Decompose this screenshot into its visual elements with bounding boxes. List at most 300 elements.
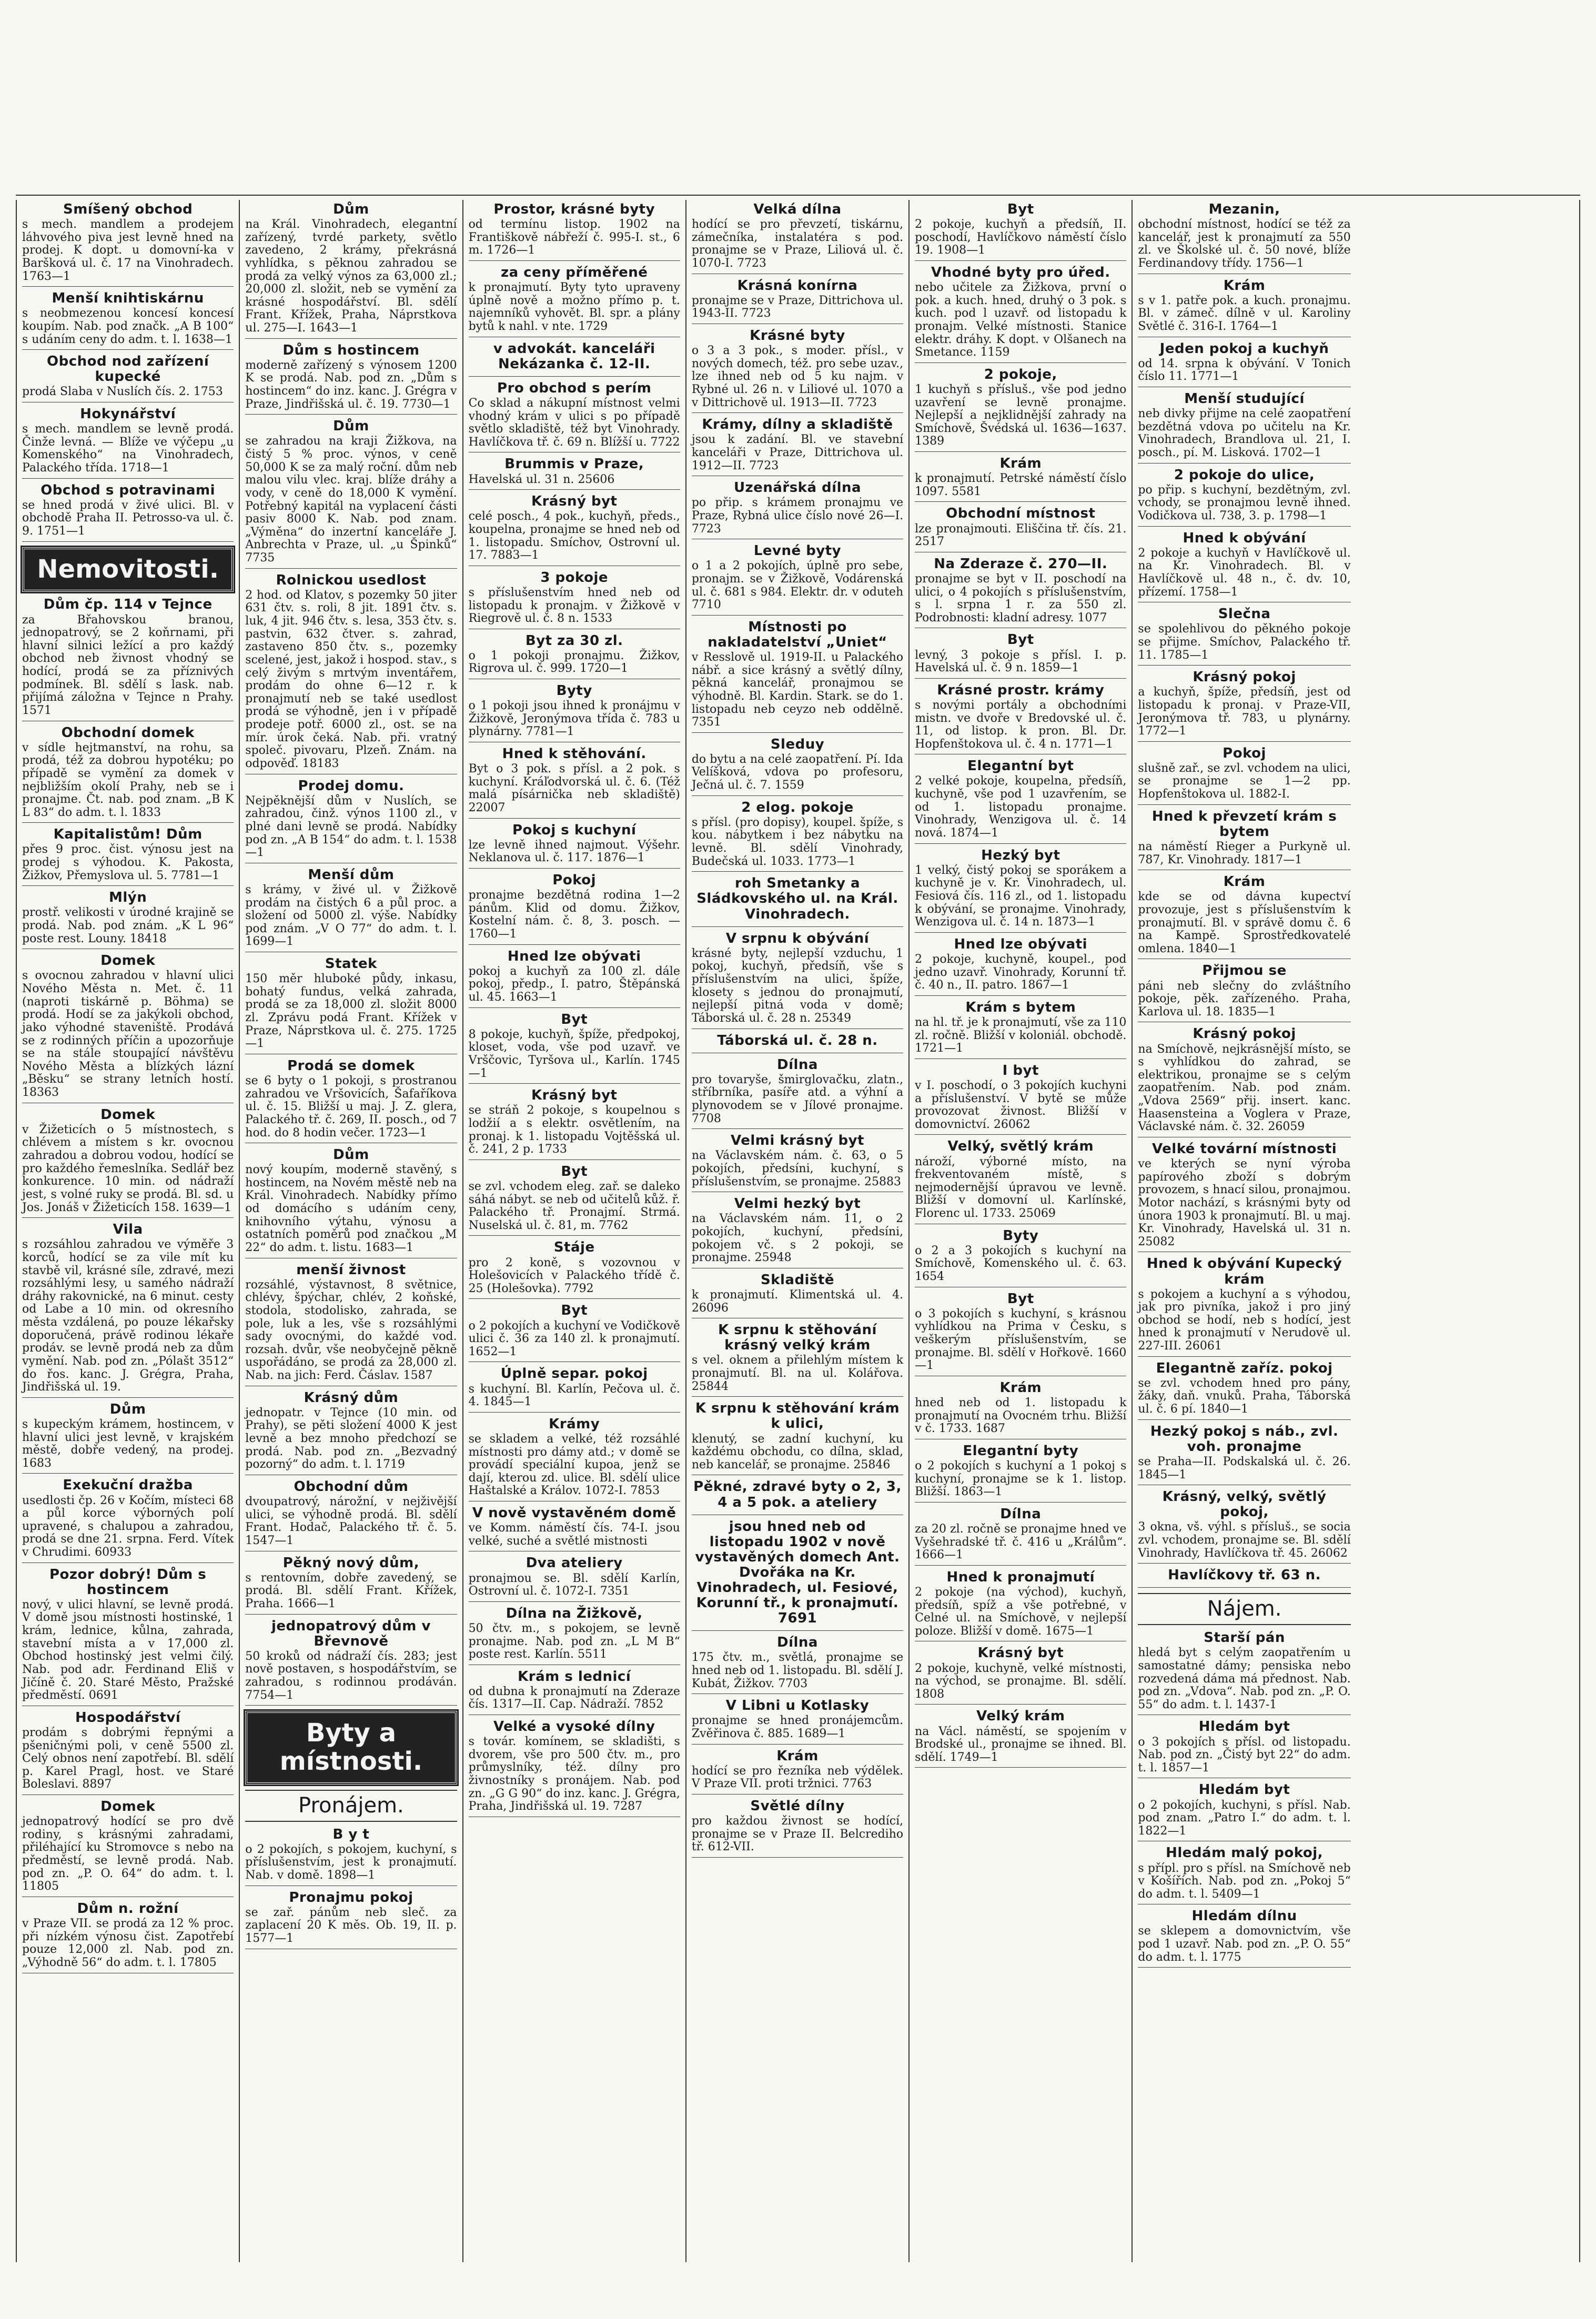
ad-body: s krámy, v živé ul. v Žižkově prodám na čistých 6 a půl proc. a složení od 5000 zl. výše. Nabídky pod znám. „V O 77“ do adm. t. l. 1699—1 xyxy=(245,883,457,949)
ad-heading: Byt xyxy=(561,1011,588,1027)
classified-ad xyxy=(692,1799,903,1858)
classified-ad xyxy=(245,343,457,415)
ad-heading: Smíšený obchod xyxy=(63,201,193,217)
classified-ad xyxy=(245,1827,457,1886)
classified-ad xyxy=(469,1417,680,1501)
classified-ad xyxy=(22,354,234,402)
ad-body: se hned prodá v živé ulici. Bl. v obchodě Praha II. Petrosso-va ul. č. 9. 1751—1 xyxy=(22,498,234,538)
ad-heading: Pronajmu pokoj xyxy=(289,1889,413,1905)
ad-heading: Sleduy xyxy=(770,736,825,752)
ad-body: s továr. komínem, se skladišti, s dvorem, vše pro 500 čtv. m., pro průmyslníky, též. dílny pro živnostníky s pronájem. Nab. pod zn. „G G 90“ do inz. kanc. J. Grégra, Praha, Jindřišská ul. 19. 7287 xyxy=(468,1735,680,1813)
classified-ad xyxy=(692,620,903,733)
classified-ad xyxy=(692,1519,903,1631)
ad-heading: Místnosti po nakladatelství „Uniet“ xyxy=(708,619,887,650)
ad-heading: Menší studující xyxy=(1184,390,1305,407)
ad-body: Nejpěknější dům v Nuslích, se zahradou, činž. výnos 1100 zl., v plné dani levně se prodá. Nabídky pod zn. „A B 154“ do adm. t. l. 1538—1 xyxy=(245,794,457,860)
ad-body: s přípl. pro s přísl. na Smíchově neb v Košířích. Nab. pod zn. „Pokoj 5“ do adm. t. l. 5409—1 xyxy=(1138,1861,1351,1901)
classified-ad xyxy=(915,1507,1126,1566)
classified-ad xyxy=(469,341,680,377)
ad-body: neb divky přijme na celé zaopatření bezdětná vdova po učitelu na Kr. Vinohradech, Brandlova ul. 21, I. posch., pí. M. Lisková. 1702—1 xyxy=(1138,407,1351,459)
classified-ad xyxy=(469,457,680,490)
ad-heading: Prodá se domek xyxy=(287,1057,415,1074)
classified-ad xyxy=(22,291,234,350)
ad-heading: Krásný pokoj xyxy=(1193,1026,1296,1042)
ad-heading: Starší pán xyxy=(1204,1630,1285,1646)
ad-body: se 6 byty o 1 pokoji, s prostranou zahradou ve Vršovicích, Šafaříkova ul. č. 15. Bližší u maj. J. Z. glera, Palackého tř. č. 269, II. posch., od 7 hod. do 8 hodin večer. 1723—1 xyxy=(245,1074,457,1140)
ad-heading: Hezký pokoj s náb., zvl. voh. pronajme xyxy=(1150,1423,1339,1455)
ad-body: s kuchyní. Bl. Karlín, Pečova ul. č. 4. 1845—1 xyxy=(468,1382,680,1409)
ad-heading: V Libni u Kotlasky xyxy=(725,1698,870,1714)
ad-body: o 2 pokojích, kuchyni, s přísl. Nab. pod znam. „Patro I.“ do adm. t. l. 1822—1 xyxy=(1138,1798,1351,1838)
classified-ad xyxy=(692,1133,903,1192)
classified-ad xyxy=(692,417,903,476)
classified-ad xyxy=(469,633,680,679)
ad-body: pronajmou se. Bl. sdělí Karlín, Ostrovní ul. č. 1072-I. 7351 xyxy=(468,1571,680,1598)
ad-heading: Byt za 30 zl. xyxy=(525,632,623,649)
classified-ad xyxy=(915,848,1126,933)
classified-ad xyxy=(915,202,1126,261)
classified-ad xyxy=(692,737,903,796)
ad-body: se Praha—II. Podskalská ul. č. 26. 1845—1 xyxy=(1138,1455,1351,1481)
ad-heading: Dílna xyxy=(777,1056,818,1073)
ad-heading: Pěkné, zdravé byty o 2, 3, 4 a 5 pok. a ateliery xyxy=(693,1479,902,1510)
ad-heading: Vila xyxy=(113,1222,143,1238)
column-5 xyxy=(910,200,1133,2262)
ad-body: 2 pokoje a kuchyň v Havlíčkově ul. na Kr. Vinohradech. Bl. v Havlíčkově ul. 48 n., č. dv. 10, přízemí. 1758—1 xyxy=(1138,546,1351,599)
ad-body: nový, v ulici hlavní, se levně prodá. V domě jsou místnosti hostinské, 1 krám, lednice, kůlna, zahrada, stavební místa a v 17,000 zl. Obchod hostinský jest velmi čilý. Nab. pod adr. Ferdinand Eliš v Jičíně č. 20. Staré Město, Pražské předměstí. 0691 xyxy=(22,1598,234,1702)
ad-heading: Velký, světlý krám xyxy=(947,1138,1094,1155)
ad-heading: Krásná konírna xyxy=(737,277,858,294)
ad-body: pronajme se v Praze, Dittrichova ul. 1943-II. 7723 xyxy=(691,294,904,320)
classified-ad xyxy=(692,931,903,1029)
ad-heading: Prodej domu. xyxy=(298,778,405,794)
ad-heading: Velmi hezký byt xyxy=(734,1196,861,1212)
ad-body: na Václavském nám. č. 63, o 5 pokojích, předsíni, kuchyní, s příslušenstvím, se pronajme. 25883 xyxy=(691,1149,904,1188)
ad-body: páni neb slečny do zvláštního pokoje, pěk. zařízeného. Praha, Karlova ul. 18. 1835—1 xyxy=(1138,979,1351,1019)
ad-heading: Dílna xyxy=(777,1635,818,1651)
ad-heading: Prostor, krásné byty xyxy=(493,201,655,217)
ad-body: přes 9 proc. čist. výnosu jest na prodej s výhodou. K. Pakosta, Žižkov, Přemyslova ul. 5. 7781—1 xyxy=(22,843,234,882)
ad-heading: Domek xyxy=(100,1799,156,1815)
classified-ad xyxy=(915,367,1126,452)
classified-ad xyxy=(469,1606,680,1665)
ad-heading: Pokoj s kuchyní xyxy=(512,822,637,838)
ad-heading: Krám xyxy=(776,1748,819,1764)
ad-body: 175 čtv. m., světlá, pronajme se hned neb od 1. listopadu. Bl. sdělí J. Kubát, Žižkov. 7703 xyxy=(691,1651,904,1690)
ad-heading: Byt xyxy=(1007,1290,1034,1307)
ad-heading: Menší knihtiskárnu xyxy=(52,290,204,307)
ad-heading: Hned k pronajmutí xyxy=(946,1569,1095,1585)
classified-ad xyxy=(22,1402,234,1474)
classified-ad xyxy=(22,483,234,542)
classified-ad xyxy=(1138,809,1350,870)
ad-heading: Domek xyxy=(100,953,156,969)
ad-heading: Krám xyxy=(1223,277,1266,294)
classified-ad xyxy=(245,1147,457,1258)
ad-heading: Elegantní byt xyxy=(967,758,1074,774)
ad-heading: roh Smetanky a Sládkovského ul. na Král. Vinohradech. xyxy=(696,875,898,922)
ad-heading: Přijmou se xyxy=(1202,963,1287,979)
classified-ad xyxy=(915,1228,1126,1287)
ad-heading: Pokoj xyxy=(1223,745,1266,761)
classified-ad xyxy=(1138,1361,1350,1420)
classified-ad xyxy=(915,557,1126,629)
classified-ad xyxy=(692,876,903,926)
ad-heading: Slečna xyxy=(1218,606,1271,622)
column-1 xyxy=(17,200,240,2262)
classified-ad xyxy=(1138,746,1350,805)
ad-body: rozsáhlé, výstavnost, 8 světnice, chlévy, špýchar, chlév, 2 koňské, stodola, stodolisko, zahrada, se pole, luk a les, vše s rozsáhlými sady ovocnými, do každé vod. rozsah. dvůr, vše neobyčejně pěkně uspořádáno, se prodá za 28,000 zl. Nab. na jich: Ferd. Čáslav. 1587 xyxy=(245,1278,457,1383)
ad-body: o 3 pokojích s kuchyní, s krásnou vyhlídkou na Prima v Česku, s veškerým příslušenstvím, se pronajme. Bl. sdělí v Hořkově. 1660—1 xyxy=(915,1307,1127,1373)
ad-body: celé posch., 4 pok., kuchyň, předs., koupelna, pronajme se hned neb od 1. listopadu. Smíchov, Ostrovní ul. 17. 7883—1 xyxy=(468,510,680,562)
ad-body: hodící se pro řezníka neb výdělek. V Praze VII. proti tržnici. 7763 xyxy=(691,1764,904,1791)
ad-heading: Dům čp. 114 v Tejnce xyxy=(43,597,213,613)
ad-body: 8 pokoje, kuchyň, špíže, předpokoj, kloset, voda, vše pod uzavř. ve Vrščovic, Tyršova ul., Karlín. 1745—1 xyxy=(468,1027,680,1080)
classified-ad xyxy=(915,1139,1126,1224)
ad-heading: B y t xyxy=(332,1826,370,1842)
classified-ad xyxy=(915,632,1126,678)
ad-body: od termínu listop. 1902 na Františkově nábřeží č. 995-I. st., 6 m. 1726—1 xyxy=(468,218,680,257)
ad-heading: Dům xyxy=(333,418,369,435)
classified-ad xyxy=(469,1240,680,1299)
ad-heading: Hledám byt xyxy=(1198,1719,1290,1735)
ad-heading: Jeden pokoj a kuchyň xyxy=(1159,340,1329,357)
classified-ad xyxy=(1138,391,1350,463)
ad-body: s ovocnou zahradou v hlavní ulici Nového Města n. Met. č. 11 (naproti tiskárně p. Böhma) se prodá. Hodí se za jakýkoli obchod, jako výhodné staveniště. Prodává se z rodinných příčin a upozorňuje se na stále stoupající návštěvu Nového Města a blízkých lázní „Běsku“ se strany letních hostí. 18363 xyxy=(22,969,234,1100)
classified-ad xyxy=(692,1033,903,1053)
ad-heading: Obchodní domek xyxy=(61,724,195,741)
ad-heading: Krásný byt xyxy=(531,1087,618,1104)
classified-ad xyxy=(915,1646,1126,1705)
ad-heading: Hned k obývání Kupecký krám xyxy=(1146,1256,1342,1287)
classified-ad xyxy=(22,890,234,949)
ad-body: 1 kuchyň s přísluš., vše pod jedno uzavření se levně pronajme. Nejlepší a nejklidnější zahrady na Smíchově, Švédská ul. 1636—1637. 1389 xyxy=(915,382,1127,448)
ad-body: ve Komm. náměstí čís. 74-I. jsou velké, suché a světlé mistnosti xyxy=(468,1521,680,1548)
ad-heading: Krásný dům xyxy=(304,1389,399,1406)
ad-heading: Domek xyxy=(100,1106,156,1123)
ad-heading: Pěkný nový dům, xyxy=(282,1555,420,1571)
ad-heading: Dva ateliery xyxy=(526,1555,623,1571)
ad-body: obchodní místnost, hodící se též za kancelář, jest k pronajmutí za 550 zl. ve Školské ul. č. 50 nové, blíže Ferdinandovy třídy. 1756—1 xyxy=(1138,218,1351,270)
classified-ad xyxy=(915,1570,1126,1642)
ad-body: s neobmezenou koncesí koncesí koupím. Nab. pod značk. „A B 100“ s udáním ceny do adm. t. l. 1638—1 xyxy=(22,307,234,346)
ad-body: Havelská ul. 31 n. 25606 xyxy=(468,472,615,486)
ad-columns xyxy=(16,200,1580,2262)
ad-body: v Resslově ul. 1919-II. u Palackého nábř. a sice krásný a světlý dílny, pěkná kancelář, pronajmou se výhodně. Bl. Kardin. Stark. se do 1. listopadu neb ceyzo neb oddělně. 7351 xyxy=(691,651,904,729)
classified-ad xyxy=(1138,1568,1350,1588)
column-6 xyxy=(1133,200,1356,2262)
classified-ad xyxy=(469,381,680,453)
ad-heading: Pokoj xyxy=(552,872,597,889)
classified-ad xyxy=(469,265,680,337)
ad-body: ve kterých se nyní výroba papírového zboží s dobrým provozem, s hnací silou, pronajmou. Motor nachází, s krásnými byty od února 1903 k pronajmutí. Bl. u maj. Kr. Vinohrady, Havelská ul. 31 n. 25082 xyxy=(1138,1157,1351,1248)
classified-ad xyxy=(1138,1630,1350,1715)
top-rule xyxy=(16,195,1580,196)
classified-ad xyxy=(245,1556,457,1615)
ad-body: v I. poschodí, o 3 pokojích kuchyni a příslušenství. V bytě se může provozovat živnost. Bližší v domovnictví. 26062 xyxy=(915,1078,1127,1131)
classified-ad xyxy=(469,1303,680,1362)
classified-ad xyxy=(22,202,234,287)
classified-ad xyxy=(1138,531,1350,603)
ad-heading: Skladiště xyxy=(760,1272,835,1288)
ad-heading: Hospodářství xyxy=(75,1709,181,1726)
ad-heading: Krámy, dílny a skladiště xyxy=(702,417,893,433)
ad-body: za Břahovskou branou, jednopatrový, se 2 koňrnami, při hlavní silnici ležící a pro každý obchod neb živnost vhodný se hodící, prodá se za příznivých podmínek. Bl. sdělí s lask. nab. přijímá záložna v Tejnce n Prahy. 1571 xyxy=(22,613,234,717)
classified-ad xyxy=(245,956,457,1054)
classified-ad xyxy=(915,506,1126,552)
classified-ad xyxy=(692,1196,903,1268)
classified-ad xyxy=(692,202,903,274)
ad-heading: Pozor dobrý! Dům s hostincem xyxy=(49,1566,207,1598)
classified-ad xyxy=(1138,1846,1350,1904)
section-banner-pronajem: Pronájem. xyxy=(245,1790,457,1822)
ad-body: s pokojem a kuchyní a s výhodou, jak pro pivníka, jakož i pro jiný obchod se hodí, neb s hodící, jest hned k pronajmutí v Nerudově ul. 227-III. 26061 xyxy=(1138,1287,1351,1353)
ad-heading: Krám xyxy=(999,1379,1042,1396)
ad-body: po přip. s kuchyní, bezdětným, zvl. vchody, se pronajmou levně ihned. Vodičkova ul. 738, 3. p. 1798—1 xyxy=(1138,483,1351,522)
ad-body: na Václ. náměstí, se spojením v Brodské ul., pronajme se ihned. Bl. sdělí. 1749—1 xyxy=(915,1725,1127,1764)
ad-body: o 3 a 3 pok., s moder. přísl., v nových domech, též. pro sebe uzav., lze ihned neb od 5 ku najm. v Rybné ul. 26 n. v Liliové ul. 1070 a v Dittrichově ul. 1913—II. 7723 xyxy=(691,344,904,409)
classified-ad xyxy=(1138,468,1350,527)
ad-body: klenutý, se zadní kuchyní, ku každému obchodu, co dílna, sklad, neb kancelář, se pronajme. 25846 xyxy=(691,1432,904,1471)
ad-body: 50 čtv. m., s pokojem, se levně pronajme. Nab. pod zn. „L M B“ poste rest. Karlín. 5511 xyxy=(468,1621,680,1661)
classified-ad xyxy=(22,407,234,479)
ad-heading: Dům n. rožní xyxy=(77,1900,179,1917)
ad-body: k pronajmutí. Klimentská ul. 4. 26096 xyxy=(691,1288,904,1315)
ad-body: 2 pokoje, kuchyně, velké místnosti, na východ, se pronajme. Bl. sdělí. 1808 xyxy=(915,1661,1127,1701)
ad-body: pro každou živnost se hodící, pronajme se v Praze II. Belcrediho tř. 612-VII. xyxy=(691,1814,904,1854)
classified-ad xyxy=(915,265,1126,363)
ad-heading: I byt xyxy=(1002,1062,1039,1078)
ad-heading: Havlíčkovy tř. 63 n. xyxy=(1168,1567,1321,1584)
ad-heading: jsou hned neb od listopadu 1902 v nově vystavěných domech Ant. Dvořáka na Kr. Vinohradech, ul. Fesiové, Korunní tř., k pronajmutí. 7691 xyxy=(695,1518,900,1627)
ad-heading: v advokát. kanceláři Nekázanka č. 12-II. xyxy=(493,340,655,372)
ad-body: 2 velké pokoje, koupelna, předsíň, kuchyně, vše pod 1 uzavřením, se od 1. listopadu pronajme. Vinohrady, Wenzigova ul. č. 14 nová. 1874—1 xyxy=(915,774,1127,840)
ad-heading: Hned lze obývati xyxy=(954,936,1088,952)
classified-ad xyxy=(692,1057,903,1130)
ad-heading: Mlýn xyxy=(109,890,147,906)
ad-heading: Pro obchod s perím xyxy=(497,380,652,396)
ad-heading: Mezanin, xyxy=(1208,201,1280,217)
ad-body: usedlosti čp. 26 v Kočím, místeci 68 a půl korce výborných polí upravené, s chalupou a zahradou, prodá se dne 21. srpna. Ferd. Vítek v Chrudimi. 60933 xyxy=(22,1494,234,1559)
classified-ad xyxy=(1138,278,1350,337)
ad-body: nebo učitele za Žižkova, první o pok. a kuch. hned, druhý o 3 pok. s kuch. pod l uzavř. od listopadu k pronajm. Velké místnosti. Stanice elektr. dráhy. K dopt. v Olšanech na Smetance. 1159 xyxy=(915,281,1127,359)
ad-heading: Krásné prostr. krámy xyxy=(937,682,1105,698)
section-banner-nemovitosti: Nemovitosti. xyxy=(22,547,234,592)
classified-ad xyxy=(22,1107,234,1218)
classified-ad xyxy=(469,1164,680,1236)
ad-body: prodám s dobrými řepnými a pšeničnými poli, v ceně 5500 zl. Celý obnos není zapotřebí. Bl. sdělí p. Karel Pragl, host. ve Staré Boleslavi. 8897 xyxy=(22,1726,234,1791)
ad-body: s mech. mandlem se levně prodá. Činže levná. — Blíže ve výčepu „u Komenského“ na Vinohradech, Palackého třída. 1718—1 xyxy=(22,422,234,475)
classified-ad xyxy=(469,683,680,742)
ad-heading: Krám xyxy=(999,456,1042,472)
classified-ad xyxy=(245,419,457,568)
ad-body: k pronajmutí. Petrské náměstí číslo 1097. 5581 xyxy=(915,472,1127,498)
ad-heading: Velké a vysoké dílny xyxy=(493,1719,655,1735)
ad-heading: Menší dům xyxy=(308,866,395,883)
ad-body: v sídle hejtmanství, na rohu, sa prodá, též za dobrou hypotéku; po případě se vymění za domek v nejbližším okolí Prahy, neb se i pronajme. Čt. nab. pod znam. „B K L 83“ do adm. t. l. 1833 xyxy=(22,741,234,819)
ad-body: hledá byt s celým zaopatřením u samostatné dámy; pensiska nebo rozvedená dáma má přednost. Nab. pod zn. „Vdova“. Nab. pod zn. „P. O. 55“ do adm. t. l. 1437-1 xyxy=(1138,1646,1351,1711)
ad-heading: Dům xyxy=(333,201,369,217)
ad-heading: Velké tovární místnosti xyxy=(1151,1141,1337,1157)
ad-body: krásné byty, nejlepší vzduchu, 1 pokoj, kuchyň, předsíň, vše s příslušenstvím na ulici, špíže, klosety s jednou do pronajmutí, nejlepší pitná voda v domě; Táborská ul. č. 28 n. 25349 xyxy=(691,946,904,1025)
classified-ad xyxy=(1138,963,1350,1022)
ad-body: se zvl. vchodem hned pro pány, žáky, daň. vnuků. Praha, Táborská ul. č. 6 pí. 1840—1 xyxy=(1138,1376,1351,1416)
classified-ad xyxy=(1138,874,1350,959)
ad-heading: Úplně separ. pokoj xyxy=(500,1366,648,1382)
ad-body: v Žižeticích o 5 místnostech, s chlévem a místem s kr. ovocnou zahradou a dobrou vodou, hodící se pro každého řemeslníka. Sedlář bez konkurence. 10 min. od nádraží jest, s volné ruky se prodá. Bl. sd. u Jos. Jonáš v Žižeticích 158. 1639—1 xyxy=(22,1123,234,1214)
ad-heading: Obchod s potravinami xyxy=(41,482,216,498)
classified-ad xyxy=(469,823,680,869)
ad-body: prodá Slaba v Nuslích čís. 2. 1753 xyxy=(22,385,223,399)
classified-ad xyxy=(915,456,1126,502)
ad-heading: Krám s lednicí xyxy=(518,1668,631,1685)
ad-heading: Krám s bytem xyxy=(965,999,1076,1015)
ad-body: 2 pokoje (na východ), kuchyň, předsíň, spíž a vše potřebné, v Celné ul. na Smíchově, v nejlepší poloze. Bližší v domě. 1675—1 xyxy=(915,1585,1127,1638)
ad-body: na Smíchově, nejkrásnější místo, se s vyhlídkou do zahrad, se elektrikou, pronajme se s celým zaopatřením. Nab. pod znám. „Vdova 2569“ přij. insert. kanc. Haasensteina a Voglera v Praze, Václavské nám. č. 32. 26059 xyxy=(1138,1042,1351,1134)
classified-ad xyxy=(692,278,903,324)
ad-body: se zař. pánům neb sleč. za zaplacení 20 K měs. Ob. 19, II. p. 1577—1 xyxy=(245,1905,457,1945)
classified-ad xyxy=(915,1292,1126,1376)
ad-body: pronajme bezdětná rodina 1—2 pánům. Klid od domu. Žižkov, Kostelní nám. č. 8, 3. posch. — 1760—1 xyxy=(468,889,680,941)
classified-ad xyxy=(469,747,680,819)
ad-body: s vel. oknem a přilehlým místem k pronajmutí. Bl. na ul. Kolářova. 25844 xyxy=(691,1354,904,1393)
ad-body: o 1 pokoji pronajmu. Žižkov, Rigrova ul. č. 999. 1720—1 xyxy=(468,649,680,675)
ad-heading: Uzenářská dílna xyxy=(733,480,862,496)
ad-heading: jednopatrový dům v Břevnově xyxy=(271,1618,431,1649)
ad-body: o 3 pokojích s přísl. od listopadu. Nab. pod zn. „Čistý byt 22“ do adm. t. l. 1857—1 xyxy=(1138,1735,1351,1774)
ad-body: 2 hod. od Klatov, s pozemky 50 jiter 631 čtv. s. roli, 8 jit. 1891 čtv. s. luk, 4 jit. 946 čtv. s. lesa, 353 čtv. s. pastvin, 632 čtver. s. zahrad, zastaveno 850 čtv. s., pozemky scelené, jest, jakož i hospod. stav., s celý živým s mrtvým inventářem, prodám do ohne 6—12 r. k pronajmutí neb se také usedlost prodá se výhodně, jen i v případě prodeje potř. 6000 zl., ost. se na mír. úrok čeká. Nab. při. vratný společ. pivovaru, Plzeň. Znám. na odpověď. 18183 xyxy=(245,588,457,770)
ad-heading: V srpnu k obývání xyxy=(725,930,870,946)
classified-ad xyxy=(1138,341,1350,387)
column-2 xyxy=(240,200,463,2262)
ad-body: jednopatrový hodící se pro dvě rodiny, s krásnými zahradami, přiléhající ku Stromovce s nebo na předměstí, se levně prodá. Nab. pod zn. „P. O. 64“ do adm. t. l. 11805 xyxy=(22,1815,234,1893)
classified-ad xyxy=(245,1058,457,1143)
ad-heading: Dům xyxy=(333,1147,369,1163)
ad-body: hned neb od 1. listopadu k pronajmutí na Ovocném trhu. Bližší v č. 1733. 1687 xyxy=(915,1396,1127,1436)
ad-heading: menší živnost xyxy=(296,1262,406,1278)
ad-heading: Hokynářství xyxy=(80,406,176,422)
ad-heading: Dílna xyxy=(1000,1506,1042,1522)
classified-ad xyxy=(245,779,457,863)
classified-ad xyxy=(915,1380,1126,1439)
classified-ad xyxy=(469,873,680,945)
ad-body: kde se od dávna kupectví provozuje, jest s příslušenstvím k pronajmutí. Bl. v správě domu č. 6 na Kampě. Sprostředkovatelé omlena. 1840—1 xyxy=(1138,890,1351,955)
ad-body: do bytu a na celé zaopatření. Pí. Ida Velíšková, vdova po profesoru, Ječná ul. č. 7. 1559 xyxy=(691,752,904,792)
ad-body: slušně zař., se zvl. vchodem na ulici, se pronajme se 1—2 pp. Hopfenštokova ul. 1882-I. xyxy=(1138,761,1351,801)
ad-body: za 20 zl. ročně se pronajme hned ve Vyšehradské tř. č. 416 u „Králům“. 1666—1 xyxy=(915,1522,1127,1562)
ad-body: na Král. Vinohradech, elegantní zařízený, tvrdé parkety, světlo zavedeno, 2 krámy, překrásná vyhlídka, s pěknou zahradou se prodá za velký výnos za 63,000 zl.; 20,000 zl. složit, neb se vymění za krásné hospodářství. Bl. sdělí Frant. Křížek, Praha, Náprstkova ul. 275—I. 1643—1 xyxy=(245,218,457,335)
ad-body: o 1 a 2 pokojích, úplně pro sebe, pronajm. se v Žižkově, Vodárenská ul. č. 681 s 984. Elektr. dr. v oduteh 7710 xyxy=(691,559,904,612)
ad-body: nový koupím, moderně stavěný, s hostincem, na Novém městě neb na Král. Vinohradech. Nabídky přímo od domácího s udáním ceny, knihovního výtahu, výnosu a ostatních poměrů pod značkou „M 22“ do adm. t. listu. 1683—1 xyxy=(245,1163,457,1254)
classified-ad xyxy=(915,1709,1126,1768)
ad-body: 150 měr hluboké půdy, inkasu, bohatý fundus, velká zahrada, prodá se za 18,000 zl. složit 8000 zl. Zprávu podá Frant. Křížek v Praze, Náprstkova ul. č. 275. 1725—1 xyxy=(245,972,457,1051)
ad-heading: Byty xyxy=(1003,1227,1039,1244)
ad-body: lze levně ihned najmout. Výšehr. Neklanova ul. č. 117. 1876—1 xyxy=(468,838,680,865)
ad-body: Co sklad a nákupní místnost velmi vhodný krám v ulici s po případě světlo skladiště, též byt Vinohrady. Havlíčkova tř. č. 69 n. Blížší u. 7722 xyxy=(468,396,680,449)
classified-ad xyxy=(245,1890,457,1949)
ad-heading: Byt xyxy=(1007,632,1034,648)
classified-ad xyxy=(915,937,1126,996)
classified-ad xyxy=(469,1506,680,1551)
ad-body: o 2 pokojích s kuchyní a 1 pokoj s kuchyní, pronajme se k 1. listop. Bližší. 1863—1 xyxy=(915,1459,1127,1499)
classified-ad xyxy=(469,949,680,1008)
ad-body: na Václavském nám. 11, o 2 pokojích, kuchyní, předsíni, pokojem vč. s 2 pokoji, se pronajme. 25948 xyxy=(691,1212,904,1265)
ad-body: 1 velký, čistý pokoj se sporákem a kuchyně je v. Kr. Vinohradech, ul. Fesiová čís. 116 zl., od 1. listopadu k obývání, se pronajme. Vinohrady, Wenzigova ul. č. 14 n. 1873—1 xyxy=(915,863,1127,929)
ad-body: 3 okna, vš. výhl. s přísluš., se socia zvl. vchodem, pronajme se. Bl. sdělí Vinohrady, Havlíčkova tř. 45. 26062 xyxy=(1138,1520,1351,1560)
ad-body: se sklepem a domovnictvím, vše pod 1 uzavř. Nab. pod zn. „P. O. 55“ do adm. t. l. 1775 xyxy=(1138,1924,1351,1964)
ad-heading: K srpnu k stěhování krásný velký krám xyxy=(718,1322,877,1354)
ad-body: se zvl. vchodem eleg. zař. se daleko sáhá nábyt. se neb od učitelů kůž. ř. Palackého tř. Pronajmí. Strmá. Nuselská ul. č. 81, m. 7762 xyxy=(468,1179,680,1232)
column-4 xyxy=(686,200,910,2262)
ad-body: s příslušenstvím hned neb od listopadu k pronajm. v Žižkově v Riegrově ul. č. 8 n. 1533 xyxy=(468,586,680,626)
classified-ad xyxy=(469,202,680,261)
classified-ad xyxy=(915,1444,1126,1503)
ad-heading: Stáje xyxy=(553,1239,595,1256)
ad-heading: Dílna na Žižkově, xyxy=(506,1605,643,1621)
classified-ad xyxy=(1138,607,1350,666)
classified-ad xyxy=(245,1479,457,1551)
ad-heading: Hledám byt xyxy=(1198,1782,1290,1798)
ad-heading: Krásné byty xyxy=(750,327,845,344)
ad-body: 50 kroků od nádraží čís. 283; jest nově postaven, s hospodářstvím, se zahradou, s rodinnou prodáván. 7754—1 xyxy=(245,1649,457,1702)
classified-ad xyxy=(692,1401,903,1475)
ad-body: od dubna k pronajmutí na Zderaze čís. 1317—II. Cap. Nádraží. 7852 xyxy=(468,1685,680,1711)
ad-heading: Krám xyxy=(1223,874,1266,890)
ad-body: pronajme se byt v II. poschodí na ulici, o 4 pokojích s příslušenstvím, s l. srpna 1 r. za 550 zl. Podrobnosti: kladní adresy. 1077 xyxy=(915,572,1127,624)
ad-heading: Elegantní byty xyxy=(963,1443,1079,1459)
ad-heading: 2 elog. pokoje xyxy=(741,799,854,815)
ad-body: od 14. srpna k obývání. V Tonich číslo 11. 1771—1 xyxy=(1138,357,1351,384)
ad-body: lze pronajmouti. Eliščina tř. čís. 21. 2517 xyxy=(915,522,1127,549)
ad-heading: Velký krám xyxy=(976,1708,1065,1725)
classified-ad xyxy=(245,868,457,952)
ad-heading: Velká dílna xyxy=(753,201,842,217)
classified-ad xyxy=(692,1323,903,1397)
classified-ad xyxy=(245,202,457,339)
classified-ad xyxy=(245,1390,457,1475)
classified-ad xyxy=(1138,1782,1350,1841)
ad-body: s přísl. (pro dopisy), koupel. špíže, s kou. nábytkem i bez nábytku na levně. Bl. sdělí Vinohrady, Budečská ul. 1033. 1773—1 xyxy=(691,815,904,868)
ad-body: o 2 pokojích, s pokojem, kuchyní, s příslušenstvím, jest k pronajmutí. Nab. v domě. 1898—1 xyxy=(245,1842,457,1882)
ad-heading: Byty xyxy=(556,683,592,699)
classified-ad xyxy=(22,597,234,721)
ad-body: pro 2 koně, s vozovnou v Holešovicích v Palackého třídě č. 25 (Holešovka). 7792 xyxy=(468,1256,680,1295)
classified-ad xyxy=(22,1567,234,1706)
ad-heading: Hezký byt xyxy=(981,847,1060,863)
classified-ad xyxy=(1138,202,1350,274)
ad-heading: Na Zderaze č. 270—II. xyxy=(934,556,1108,572)
classified-ad xyxy=(915,1063,1126,1135)
ad-heading: Krásný pokoj xyxy=(1193,669,1296,685)
ad-body: o 2 pokojích a kuchyní ve Vodičkově ulici č. 36 za 140 zl. k pronajmutí. 1652—1 xyxy=(468,1319,680,1358)
ad-body: Byt o 3 pok. s přísl. a 2 pok. s kuchyní. Kráľodvorská ul. č. 6. (Též malá písárnička neb skladiště) 22007 xyxy=(468,762,680,815)
ad-heading: Kapitalistům! Dům xyxy=(53,826,203,843)
ad-body: se spolehlivou do pěkného pokoje se přijme. Smíchov, Palackého tř. 11. 1785—1 xyxy=(1138,622,1351,662)
ad-body: pro tovaryše, šmirglovačku, zlatn., stříbrníka, pasíře atd. a výhní a plynovodem se v Jílové pronajme. 7708 xyxy=(691,1073,904,1125)
ad-heading: Hned lze obývati xyxy=(507,948,641,964)
ad-body: s rozsáhlou zahradou ve výměře 3 korců, hodící se za vile mít ku stavbě vil, krásné síle, zdravé, mezi rozsáhlými lesy, u samého nádraží dráhy rakovnické, na 6 minut. cesty od Labe a 10 min. od okresního města vzdálená, po pouze lékařsky doporučená, právě rodinou lékaře prodáv. se levně prodá neb za dům vymění. Nab. pod zn. „Pólašt 3512“ do řos. kanc. J. Grégra, Praha, Jindřišská ul. 19. xyxy=(22,1238,234,1394)
classified-ad xyxy=(692,1635,903,1694)
ad-heading: Byt xyxy=(561,1163,588,1179)
ad-heading: Světlé dílny xyxy=(750,1798,845,1814)
ad-body: levný, 3 pokoje s přísl. I. p. Havelská ul. č. 9 n. 1859—1 xyxy=(915,648,1127,675)
ad-body: 2 pokoje, kuchyň a předsíň, II. poschodí, Havlíčkovo náměstí číslo 19. 1908—1 xyxy=(915,218,1127,257)
ad-heading: Hned k stěhování. xyxy=(502,746,647,762)
classified-ad xyxy=(469,1012,680,1084)
ad-heading: za ceny příměřené xyxy=(500,264,648,280)
ad-body: nároží, výborné místo, na frekventovaném místě, s nejmodernější úpravou ve levně. Bližší v domovní ul. Karlínské, Florenc ul. 1733. 25069 xyxy=(915,1155,1127,1221)
ad-body: se stráň 2 pokoje, s koupelnou s lodžií a s elektr. osvětlením, na pronaj. k 1. listopadu Vojtěšská ul. č. 241, 2 p. 1733 xyxy=(468,1104,680,1156)
